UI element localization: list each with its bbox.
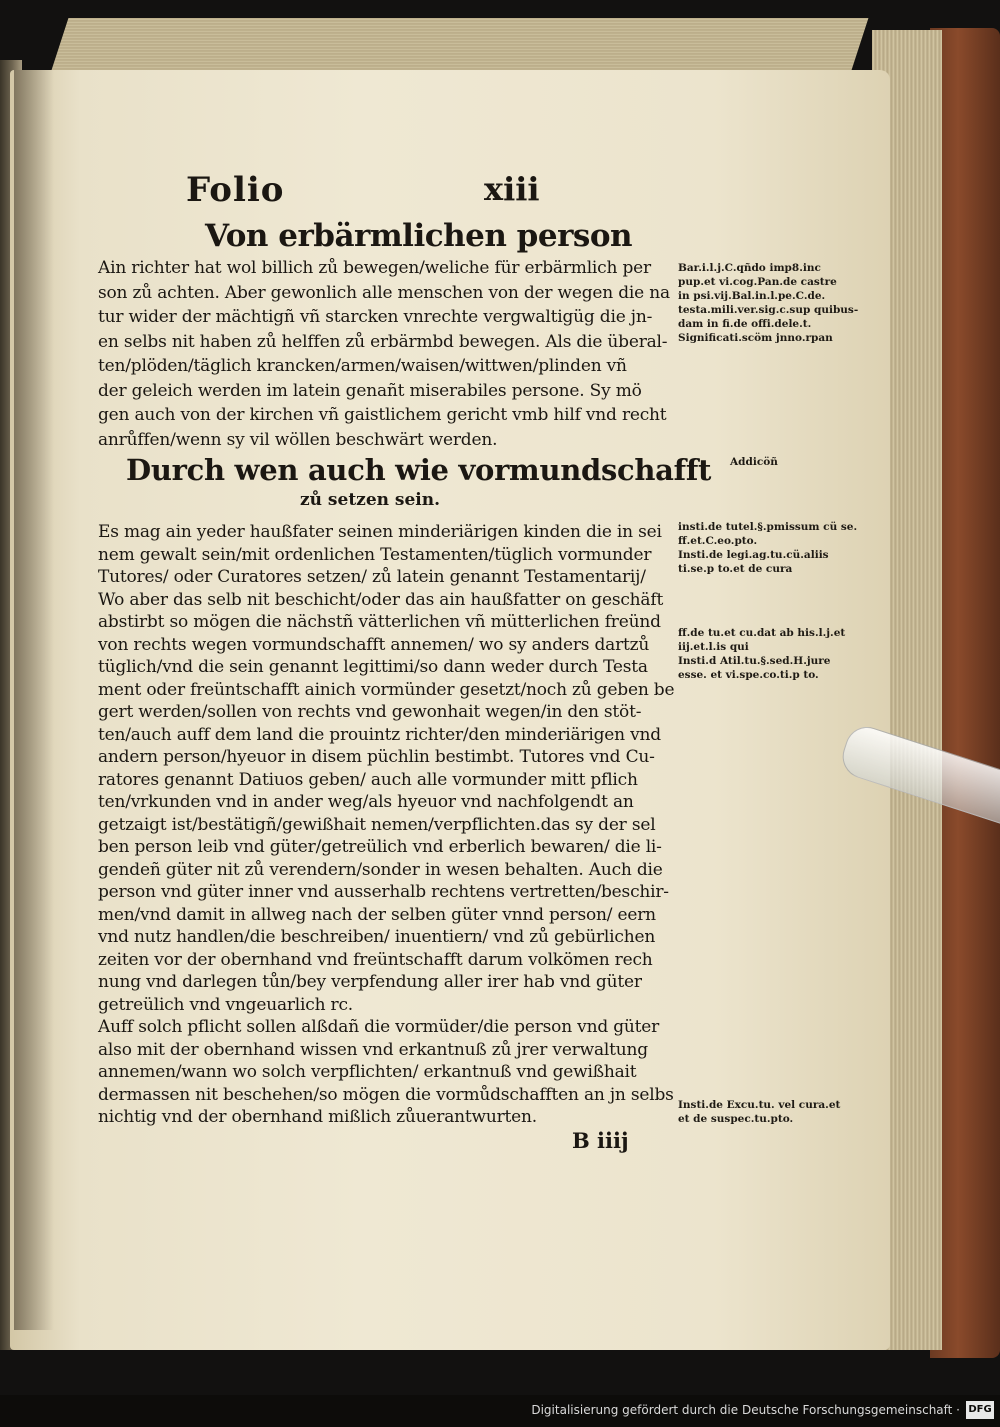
section2-heading: Durch wen auch wie vormundschafft	[126, 453, 712, 487]
marginal-note-line: in psi.vij.Bal.in.l.pe.C.de.	[678, 290, 826, 302]
text-line: gendeñ güter nit zů verendern/sonder in wesen behalten. Auch die	[98, 859, 663, 880]
folio-number: xiii	[484, 170, 540, 208]
text-line: gen auch von der kirchen vñ gaistlichem gericht vmb hilf vnd recht	[98, 405, 667, 425]
text-line: nem gewalt sein/mit ordenlichen Testamenten/tüglich vormunder	[98, 544, 652, 565]
text-line: Ain richter hat wol billich zů bewegen/weliche für erbärmlich per	[98, 258, 651, 278]
text-line: zeiten vor der obernhand vnd freüntschafft darum volkömen rech	[98, 949, 653, 970]
page-block-top	[52, 18, 869, 70]
text-line: ten/vrkunden vnd in ander weg/als hyeuor vnd nachfolgendt an	[98, 792, 634, 812]
marginal-note-line: Insti.de legi.ag.tu.cü.aliis	[678, 549, 829, 561]
text-line: en selbs nit haben zů helffen zů erbärmbd bewegen. Als die überal-	[98, 331, 668, 352]
marginal-note-line: dam in fi.de offi.dele.t.	[678, 318, 812, 330]
spine-shadow	[14, 70, 54, 1330]
text-line: der geleich werden im latein genañt miserabiles persone. Sy mö	[98, 380, 642, 401]
text-line: getreülich vnd vngeuarlich rc.	[98, 994, 354, 1015]
marginal-note-line: iij.et.l.is qui	[678, 641, 749, 653]
folio-label: Folio	[186, 170, 285, 210]
funding-credit: Digitalisierung gefördert durch die Deutsche Forschungsgemeinschaft ·	[531, 1403, 960, 1417]
marginal-note-line: insti.de tutel.§.pmissum cü se.	[678, 521, 858, 533]
text-line: ben person leib vnd güter/getreülich vnd erberlich bewaren/ die li-	[98, 837, 662, 857]
text-line: Auff solch pflicht sollen alßdañ die vormüder/die person vnd güter	[98, 1017, 660, 1037]
text-line: anrůffen/wenn sy vil wöllen beschwärt werden.	[98, 429, 498, 450]
marginal-note-line: Significati.scöm jnno.rpan	[678, 332, 833, 344]
section2-subheading: zů setzen sein.	[300, 490, 441, 510]
text-line: ten/auch auff dem land die prouintz richter/den minderiärigen vnd	[98, 724, 661, 745]
text-line: vnd nutz handlen/die beschreiben/ inuentiern/ vnd zů gebürlichen	[98, 927, 656, 947]
marginal-note-line: testa.mili.ver.sig.c.sup quibus-	[678, 304, 859, 316]
text-line: andern person/hyeuor in disem püchlin bestimbt. Tutores vnd Cu-	[98, 747, 655, 767]
text-line: Es mag ain yeder haußfater seinen minderiärigen kinden die in sei	[98, 522, 662, 542]
text-line: Tutores/ oder Curatores setzen/ zů latein genannt Testamentarij/	[98, 567, 646, 587]
text-line: Wo aber das selb nit beschicht/oder das ain haußfatter on geschäft	[98, 589, 664, 610]
text-line: person vnd güter inner vnd ausserhalb rechtens vertretten/beschir-	[98, 882, 669, 902]
text-line: son zů achten. Aber gewonlich alle menschen von der wegen die na	[98, 282, 670, 303]
text-line: abstirbt so mögen die nächstñ vätterlichen vñ mütterlichen freünd	[98, 612, 661, 632]
text-line: ment oder freüntschafft ainich vormünder gesetzt/noch zů geben be	[98, 679, 675, 700]
text-line: also mit der obernhand wissen vnd erkantnuß zů jrer verwaltung	[98, 1039, 648, 1060]
section-heading: Von erbärmlichen person	[205, 218, 633, 254]
marginal-note-line: ff.de tu.et cu.dat ab his.l.j.et	[678, 627, 846, 639]
text-line: tur wider der mächtigñ vñ starcken vnrechte vergwaltigüg die jn-	[98, 307, 653, 327]
text-line: annemen/wann wo solch verpflichten/ erkantnuß vnd gewißhait	[98, 1062, 637, 1082]
marginal-note-line: ti.se.p to.et de cura	[678, 563, 793, 575]
text-line: dermassen nit beschehen/so mögen die vormůdschafften an jn selbs	[98, 1084, 674, 1105]
text-line: von rechts wegen vormundschafft annemen/ wo sy anders dartzů	[98, 634, 650, 655]
dfg-logo: DFG	[966, 1401, 994, 1419]
text-line: gert werden/sollen von rechts vnd gewonhait wegen/in den stöt-	[98, 702, 642, 722]
text-line: nichtig vnd der obernhand mißlich zůuerantwurten.	[98, 1107, 537, 1127]
text-line: ten/plöden/täglich krancken/armen/waisen/wittwen/plinden vñ	[98, 356, 627, 376]
marginal-addition-note: Addicöñ	[730, 456, 778, 468]
marginal-note-line: Insti.de Excu.tu. vel cura.et	[678, 1099, 841, 1111]
marginal-note-line: et de suspec.tu.pto.	[678, 1113, 794, 1125]
text-line: nung vnd darlegen tůn/bey verpfendung aller irer hab vnd güter	[98, 972, 642, 992]
marginal-note-line: esse. et vi.spe.co.ti.p to.	[678, 669, 819, 681]
marginal-note-line: ff.et.C.eo.pto.	[678, 535, 758, 547]
signature-mark: B iiij	[572, 1128, 629, 1153]
footer-bar	[0, 1395, 1000, 1427]
text-line: tüglich/vnd die sein genannt legittimi/so dann weder durch Testa	[98, 657, 648, 677]
text-line: ratores genannt Datiuos geben/ auch alle vormunder mitt pflich	[98, 769, 638, 790]
marginal-note-line: Insti.d Atil.tu.§.sed.H.jure	[678, 655, 831, 667]
marginal-note-line: Bar.i.l.j.C.qñdo imp8.inc	[678, 262, 821, 274]
marginal-note-line: pup.et vi.cog.Pan.de castre	[678, 276, 837, 288]
text-line: getzaigt ist/bestätigñ/gewißhait nemen/verpflichten.das sy der sel	[98, 814, 656, 835]
text-line: men/vnd damit in allweg nach der selben güter vnnd person/ eern	[98, 904, 656, 925]
